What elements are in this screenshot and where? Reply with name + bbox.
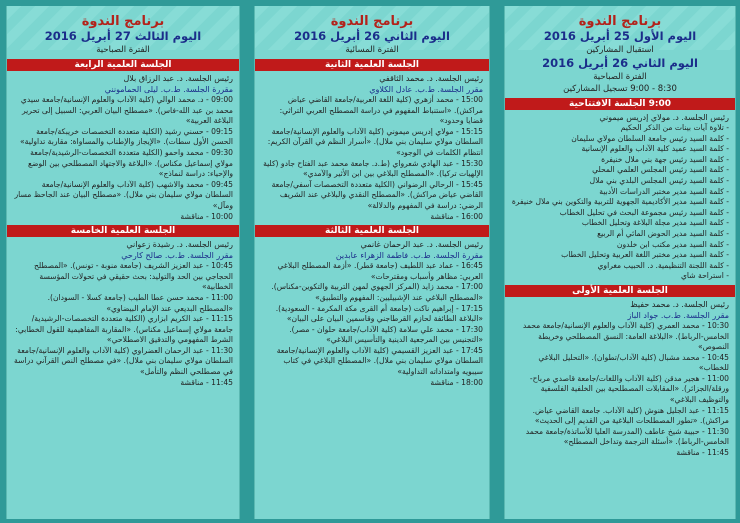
session-reporter: مقررة الجلسة. ط.ب. فاطمة الزهراء عابدين	[335, 251, 483, 261]
panel-day1-day2	[504, 6, 736, 519]
list-item: 09:15 - حسني رشيد (الكلية متعددة التخصصات خريبكة/جامعة الحسن الأول سطات). «الإيجاز والإطناب والمساواة: مقاربة تداولية»	[20, 126, 233, 147]
session-chair: رئيس الجلسة. د. محمد حفيظ	[630, 299, 729, 309]
list-item: 11:30 - عبد الرحمان العضراوي (كلية الآداب والعلوم الإنسانية/جامعة السلطان مولاي سليمان بني ملال). «في مصطلح النص القرآني دراسة في مصطلحي النظم والتأمل»	[13, 345, 233, 377]
panel-day2-evening	[254, 6, 490, 519]
list-item: - كلمة السيد رئيس المجلس العلمي المحلي	[592, 165, 729, 175]
session-chair: رئيس الجلسة. د. عبد الرزاق بلال	[123, 74, 233, 83]
list-item: 11:15 - عبد الكريم ابزاري (الكلية متعددة التخصصات-الرشيدية/جامعة مولاي إسماعيل مكناس). «المقاربة المفاهيمية للقول الخطابي: الشرط المفهومي والتدقيق الاصطلاحي»	[15, 314, 233, 345]
list-item: 15:45 - الرحالي الرضواني (الكلية متعددة التخصصات آسفي/جامعة القاضي عياض مراكش). «المصطلح النقدي والبلاغي عند الشريف الرضي: دراسة في المفهوم والدلالة»	[271, 179, 483, 210]
list-item: 16:45 - عماد عبد اللطيف (جامعة قطر). «أزمة المصطلح البلاغي العربي: مظاهر وأسباب ومقترحات»	[277, 261, 483, 281]
list-item: 15:15 - مولاي إدريس ميموني (كلية الآداب والعلوم الإنسانية/جامعة السلطان مولاي سليمان بني ملال). «أسرار النظم في القرآن الكريم: انتظام الكلمات في الوجود»	[267, 126, 483, 157]
session-reporter: مقرر الجلسة. ط.ب. صالح كارحي	[121, 251, 233, 261]
list-item: 11:00 - هجير مدقن (كلية الآداب واللغات/جامعة قاصدي مرباح-ورقلة/الجزائر). «المقابلات المصطلحية بين الخلفية الفلسفية والتوظيف البلاغي»	[529, 373, 729, 405]
list-item: - استراحة شاي	[680, 271, 729, 281]
day-heading: اليوم الأول 25 أبريل 2016	[543, 29, 697, 43]
session-2-bar: الجلسة العلمية الثانية	[255, 59, 489, 71]
list-item: 11:30 - حبيبة شيخ عاطف (المدرسة العليا للأساتذة/جامعة محمد الخامس-الرباط). «أسئلة الترجمة وتداخل المصطلح»	[525, 426, 729, 447]
list-item: - كلمة السيد مدير مجلة البلاغة وتحليل الخطاب	[581, 218, 729, 228]
list-item: 11:45 - مناقشة	[676, 448, 729, 458]
list-item: - كلمة السيد رئيس جهة بني ملال خنيفرة	[601, 154, 729, 164]
list-item: 17:45 - عبد العزيز القسيمي (كلية الآداب والعلوم الإنسانية/جامعة السلطان مولاي سليمان بني ملال). «المصطلح البلاغي في كتاب سيبويه وامتداداته التداولية»	[276, 345, 483, 377]
list-item: - كلمة السيد رئيس مجموعة البحث في تحليل الخطاب	[559, 207, 729, 217]
list-item: 10:30 - محمد العمري (كلية الآداب والعلوم الإنسانية/جامعة محمد الخامس-الرباط). «البلاغة العامة: النسق المصطلحي وخريطة النصوص»	[522, 320, 729, 352]
list-item: - كلمة السيد مدير مختبر اللغة العربية وتحليل الخطاب	[561, 250, 729, 260]
list-item: 17:00 - محمد زايد (المركز الجهوي لمهن التربية والتكوين-مكناس). «المصطلح البلاغي عند الإشبيليين: المفهوم والتطبيق»	[271, 282, 483, 302]
session-chair: رئيس الجلسة. د. رشيدة زعواني	[126, 240, 233, 250]
list-item: 09:45 - محمد والاشهب (كلية الآداب والعلوم الإنسانية/جامعة السلطان مولاي سليمان بني ملال). «مصطلح البيان عند الجاحظ مسار ومآل»	[14, 179, 233, 210]
list-item: 17:15 - إبراهيم ناكت (جامعة أم القرى مكة المكرمة - السعودية). «البلاغة الطائفة لحازم القرطاجني وقاسمين البيان على البيان»	[275, 303, 483, 324]
period-label: الفترة الصباحية	[96, 45, 150, 55]
session-4-bar: الجلسة العلمية الرابعة	[7, 59, 239, 71]
registration-time: 8:30 - 9:00 تسجيل المشاركين	[563, 84, 677, 94]
session-chair: رئيس الجلسة. د. عبد الرحمان غانمي	[360, 240, 483, 250]
day-subtitle: استقبال المشاركين	[586, 45, 654, 55]
session-reporter: مقرر الجلسة. ط.ب. عادل الكلاوي	[369, 85, 483, 94]
list-item: 15:00 - محمد أزهري (كلية اللغة العربية/جامعة القاضي عياض مراكش). «استنباط المفهوم في دراسة المصطلح العربي التراثي: قضايا وحدود»	[279, 95, 483, 126]
session-3-list	[261, 261, 483, 388]
list-item: - كلمة السيد مدير الحوض المائي أم الربيع	[597, 228, 729, 238]
session-4-list	[13, 95, 233, 222]
day-heading: اليوم الثالث 27 أبريل 2016	[44, 29, 202, 43]
list-item: - كلمة السيد مدير الأكاديمية الجهوية للتربية والتكوين بني ملال خنيفرة	[511, 197, 729, 207]
session-reporter: مقررة الجلسة. ط.ب. ليلى الحمامونني	[104, 85, 233, 94]
opening-session-bar: 9:00 الجلسة الافتتاحية	[505, 98, 735, 110]
period-label: الفترة المسائية	[345, 45, 399, 55]
list-item: 11:00 - محمد حسن عطا الطيب (جامعة كسلا - السودان). «المصطلح البديعي عند الإمام البيضاوي»	[47, 292, 233, 313]
list-item: 11:45 - مناقشة	[180, 377, 233, 387]
panel-title: برنامج الندوة	[330, 14, 414, 29]
list-item: - تلاوة آيات بينات من الذكر الحكيم	[620, 123, 729, 132]
list-item: 16:00 - مناقشة	[430, 211, 483, 221]
list-item: - كلمة السيد عميد كلية الآداب والعلوم الإنسانية	[581, 144, 729, 154]
session-1-list	[511, 321, 729, 459]
session-3-bar: الجلسة العلمية الثالثة	[255, 225, 489, 237]
list-item: 15:30 - عبد الهادي شعرواي (ط.د. جامعة محمد عبد الفتاح جادو (كلية الإلهيات تركيا). «المصطلح البلاغي بين ابن الأثير والآمدي»	[263, 158, 483, 179]
list-item: 09:30 - محمد واحمو (الكلية متعددة التخصصات-الرشيدية/جامعة مولاي إسماعيل مكناس). «البلاغة والاجتهاد المصطلحي بين الوضع والإحياء: دراسة لنماذج»	[27, 147, 233, 179]
session-1-bar: الجلسة العلمية الأولى	[505, 285, 735, 297]
day-heading: اليوم الثاني 26 أبريل 2016	[542, 56, 698, 70]
session-5-list	[13, 261, 233, 388]
period-label: الفترة الصباحية	[593, 72, 647, 82]
panel-title: برنامج الندوة	[81, 14, 165, 29]
list-item: 09:00 - د. محمد الوالي (كلية الآداب والعلوم الإنسانية/جامعة سيدي محمد بن عبد الله-فاس). «مصطلح البيان العربي: السبيل إلى تحرير البلاغة العربية»	[20, 95, 233, 126]
session-chair: رئيس الجلسة. د. محمد الثاقفي	[379, 74, 483, 83]
session-chair: رئيس الجلسة. د. مولاي إدريس ميموني	[599, 113, 729, 122]
list-item: - كلمة السيد مدير مختبر الدراسات الأدبية	[599, 186, 729, 196]
list-item: - كلمة السيد رئيس جامعة السلطان مولاي سليمان	[571, 133, 729, 143]
panel-day3	[6, 6, 240, 519]
list-item: 10:45 - عبد العزيز الشريف (جامعة منوبة - تونس). «المصطلح الحجاجي بين الحد والتوليد: بحث حقيقي في تحولات المؤسسة الخطابية»	[34, 261, 233, 292]
list-item: - كلمة السيد رئيس المجلس البلدي بني ملال	[589, 175, 729, 185]
day-heading: اليوم الثاني 26 أبريل 2016	[294, 29, 450, 43]
list-item: - كلمة اللجنة التنظيمية. د. الحبيب مغراوي	[597, 260, 729, 270]
list-item: 11:15 - عبد الجليل هنوش (كلية الآداب. جامعة القاضي عياض. مراكش). «تطور المصطلحات البلاغية من القديم إلى الحديث»	[532, 405, 729, 426]
opening-list	[511, 123, 729, 282]
list-item: 10:00 - مناقشة	[180, 211, 233, 221]
list-item: - كلمة السيد مدير مكتب ابن خلدون	[616, 239, 729, 249]
list-item: 10:45 - محمد مشبال (كلية الآداب/تطوان). «التحليل البلاغي للخطاب»	[538, 352, 729, 373]
session-2-list	[261, 95, 483, 222]
session-reporter: مقرر الجلسة. ط.ب. جواد الباز	[627, 310, 729, 320]
session-5-bar: الجلسة العلمية الخامسة	[7, 225, 239, 237]
panel-title: برنامج الندوة	[578, 14, 662, 29]
list-item: 17:30 - محمد علي سلامة (كلية الآداب/جامعة حلوان - مصر). «التجنيس بين المرجعية الدينية والتأسيس البلاغي»	[289, 324, 483, 345]
list-item: 18:00 - مناقشة	[430, 377, 483, 387]
